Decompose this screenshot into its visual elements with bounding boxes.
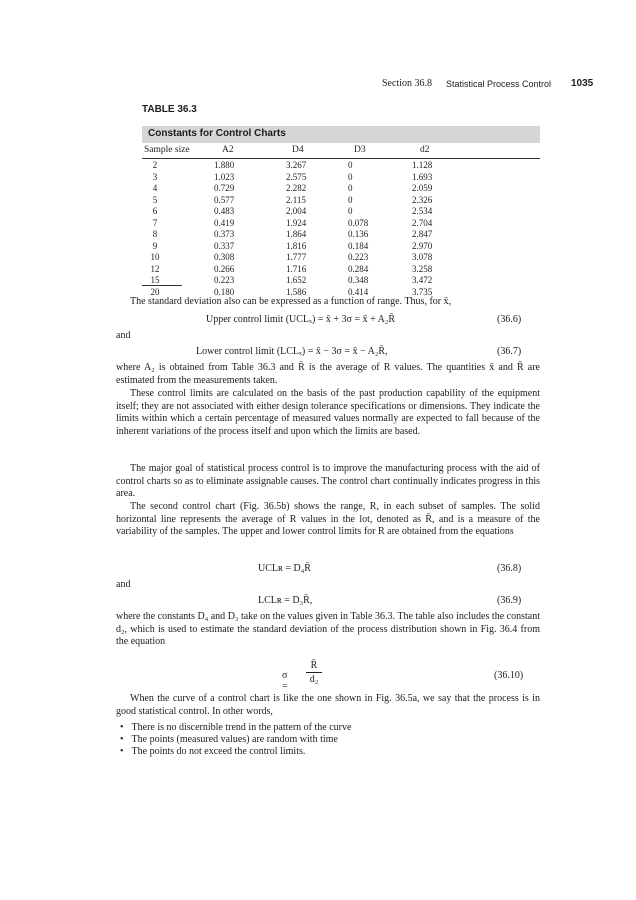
table-row <box>142 194 540 206</box>
table-cell: 2.534 <box>412 206 433 216</box>
table-body <box>142 159 540 297</box>
table-cell: 3.735 <box>412 286 433 297</box>
table-cell: 1.777 <box>286 252 307 262</box>
table-row <box>142 274 540 286</box>
bullet-item: • The points (measured values) are random with time <box>120 734 351 746</box>
equation-36-8-number: (36.8) <box>497 563 522 574</box>
col-sample-size: Sample size <box>144 145 190 155</box>
paragraph-5: The second control chart (Fig. 36.5b) shows the range, R, in each subset of samples. The solid horizontal line represents the average of R values in the lot, denoted as R̄, and is a measure of the variability of the samples. The upper and lower control limits for R are obtained from the equations <box>116 501 540 537</box>
table-cell: 1.924 <box>286 217 307 228</box>
page-number: 1035 <box>571 78 594 89</box>
paragraph-6: where the constants D₄ and D₃ take on the values given in Table 36.3. The table also includes the constant d₂, which is used to estimate the standard deviation of the process distribution shown in Fig. 36.4 from the equation <box>116 611 540 647</box>
paragraph-3: These control limits are calculated on the basis of the past production capability of the equipment itself; they are not associated with either design tolerance specifications or dimensions. They indicate the limits within which a certain percentage of measured values normally are expected to fall because of the inherent variations of the process itself and upon which the limits are based. <box>116 388 540 437</box>
table-cell: 3 <box>152 171 158 182</box>
table-cell: 7 <box>152 217 158 228</box>
table-cell: 0.078 <box>348 217 369 228</box>
fraction-bar <box>306 672 322 673</box>
table-row <box>142 182 540 194</box>
running-header <box>0 78 636 94</box>
table-foot-rule <box>142 285 182 286</box>
table-cell: 0.414 <box>348 286 369 297</box>
col-d4: D4 <box>292 145 304 155</box>
table-cell: 10 <box>150 252 160 262</box>
col-small-d2: d2 <box>420 145 430 155</box>
table-title: Constants for Control Charts <box>148 128 286 139</box>
table-cell: 3.472 <box>412 275 433 285</box>
bullet-list <box>120 722 351 758</box>
table-cell: 2.326 <box>412 194 433 205</box>
header-section: Section 36.8 <box>382 78 432 89</box>
table-cell: 4 <box>152 183 158 193</box>
table-cell: 2.282 <box>286 183 307 193</box>
equation-36-10-numerator: R̄ <box>310 660 318 671</box>
table-label: TABLE 36.3 <box>142 104 197 115</box>
table-header-row <box>142 144 540 159</box>
table-cell: 0.266 <box>214 263 235 274</box>
table-row <box>142 228 540 240</box>
table-cell: 1.864 <box>286 229 307 239</box>
table-title-banner <box>142 126 540 143</box>
table-cell: 2.970 <box>412 240 433 251</box>
table-cell: 0.308 <box>214 252 235 262</box>
table-cell: 1.023 <box>214 171 235 182</box>
table-cell: 15 <box>150 275 160 285</box>
table-cell: 0.483 <box>214 206 235 216</box>
table-cell: 0.223 <box>214 275 235 285</box>
table-cell: 0 <box>348 194 353 205</box>
equation-36-8: UCLʀ = D₄R̄ <box>258 563 311 574</box>
paragraph-1: The standard deviation also can be expressed as a function of range. Thus, for x̄, <box>130 296 452 307</box>
and-2: and <box>116 579 131 590</box>
equation-36-10-lhs: σ = <box>282 670 288 692</box>
col-a2: A2 <box>222 145 234 155</box>
table-row <box>142 240 540 252</box>
equation-36-6-number: (36.6) <box>497 314 522 325</box>
table-row <box>142 263 540 275</box>
table-cell: 0.419 <box>214 217 235 228</box>
constants-table <box>142 144 540 297</box>
equation-36-9: LCLʀ = D₃R̄, <box>258 595 313 606</box>
table-row <box>142 205 540 217</box>
equation-36-10-denominator: d₂ <box>309 674 319 685</box>
table-cell: 0.373 <box>214 229 235 239</box>
table-cell: 1.693 <box>412 171 433 182</box>
table-cell: 8 <box>152 229 158 239</box>
table-cell: 2.847 <box>412 229 433 239</box>
table-row <box>142 159 540 171</box>
table-cell: 0 <box>348 183 353 193</box>
col-d3: D3 <box>354 145 366 155</box>
table-cell: 3.258 <box>412 263 433 274</box>
equation-36-6: Upper control limit (UCLₓ) = x̄ + 3σ = x̄̄ + A₂R̄ <box>206 314 396 325</box>
table-cell: 0.348 <box>348 275 369 285</box>
table-cell: 2 <box>152 160 158 170</box>
table-cell: 2.059 <box>412 183 433 193</box>
table-cell: 1.586 <box>286 286 307 297</box>
table-cell: 0.729 <box>214 183 235 193</box>
table-cell: 2.004 <box>286 206 307 216</box>
table-row <box>142 217 540 229</box>
table-row <box>142 251 540 263</box>
equation-36-7-number: (36.7) <box>497 346 522 357</box>
table-cell: 1.652 <box>286 275 307 285</box>
equation-36-9-number: (36.9) <box>497 595 522 606</box>
paragraph-2: where A₂ is obtained from Table 36.3 and R̄ is the average of R values. The quantities x̄ and R̄ are estimated from the measurements taken. <box>116 362 540 386</box>
table-cell: 0.284 <box>348 263 369 274</box>
table-cell: 2.115 <box>286 194 306 205</box>
paragraph-4: The major goal of statistical process control is to improve the manufacturing process with the aid of control charts so as to eliminate assignable causes. The control chart continually indicates progress in this area. <box>116 463 540 499</box>
table-cell: 1.128 <box>412 160 433 170</box>
table-cell: 1.816 <box>286 240 307 251</box>
bullet-item: • There is no discernible trend in the pattern of the curve <box>120 722 351 734</box>
bullet-item: • The points do not exceed the control limits. <box>120 746 351 758</box>
header-topic: Statistical Process Control <box>446 79 552 89</box>
table-cell: 0.223 <box>348 252 369 262</box>
table-cell: 9 <box>152 240 158 251</box>
table-cell: 0 <box>348 206 353 216</box>
table-cell: 0.184 <box>348 240 369 251</box>
table-cell: 20 <box>150 286 160 297</box>
table-cell: 1.880 <box>214 160 235 170</box>
table-cell: 1.716 <box>286 263 307 274</box>
table-cell: 3.267 <box>286 160 307 170</box>
table-row <box>142 171 540 183</box>
table-cell: 0.337 <box>214 240 235 251</box>
equation-36-7: Lower control limit (LCLₓ) = x̄ − 3σ = x̄̄ − A₂R̄, <box>196 346 388 357</box>
paragraph-7-text: When the curve of a control chart is like the one shown in Fig. 36.5a, we say that the process is in good statistical control. In other words, <box>116 693 540 717</box>
table-cell: 0.577 <box>214 194 235 205</box>
table-cell: 0 <box>348 160 353 170</box>
table-cell: 6 <box>152 206 158 216</box>
table-cell: 12 <box>150 263 160 274</box>
and-1: and <box>116 330 131 341</box>
equation-36-10-number: (36.10) <box>494 670 524 681</box>
table-cell: 0 <box>348 171 353 182</box>
table-cell: 2.575 <box>286 171 307 182</box>
table-cell: 2.704 <box>412 217 433 228</box>
table-cell: 5 <box>152 194 158 205</box>
paragraph-7 <box>116 693 540 718</box>
table-cell: 3.078 <box>412 252 433 262</box>
table-cell: 0.180 <box>214 286 235 297</box>
table-cell: 0.136 <box>348 229 369 239</box>
